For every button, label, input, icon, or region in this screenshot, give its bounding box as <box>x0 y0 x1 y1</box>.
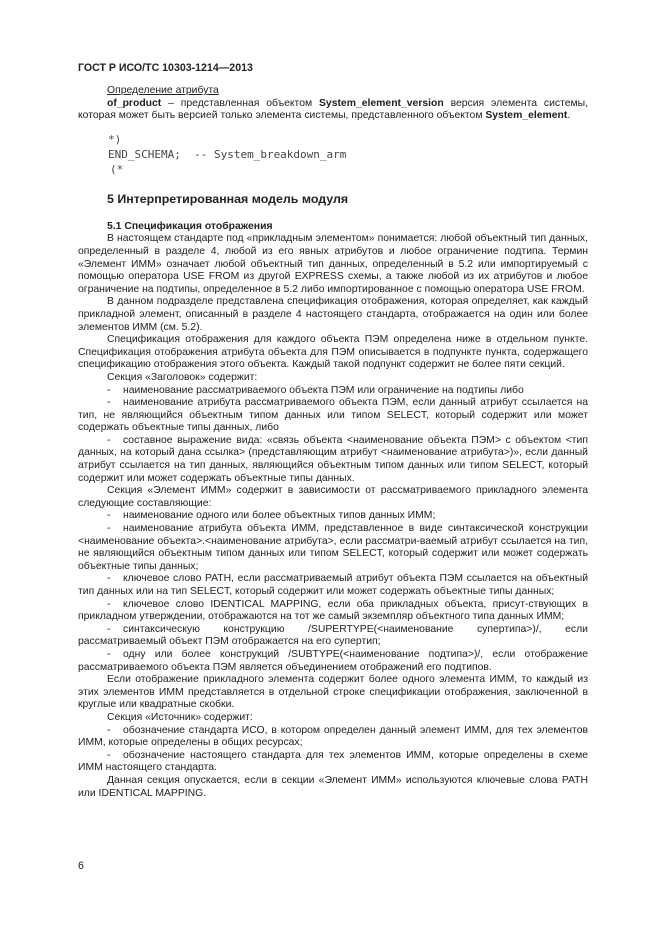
list-item-text: ключевое слово IDENTICAL MAPPING, если оба прикладных объекта, присут-ствующих в прикладном утверждении, отображаются на тот же самый экземпляр объектного типа данных ИММ; <box>78 598 588 623</box>
list-item <box>78 599 588 624</box>
list-item-text: наименование атрибута объекта ИММ, представленное в виде синтаксической конструкции <наименование объекта>.<наименование атрибута>, если рассматри-ваемый атрибут ссылается на тип, не являющийся объектным типом данных или типом SELECT, который содержит или может содержать объектные типы данных; <box>78 523 588 572</box>
list-item-text: одну или более конструкций /SUBTYPE(<наименование подтипа>)/, если отображение рассматриваемого объекта ПЭМ является объединением отображений его подтипов. <box>78 648 588 673</box>
list-dash: - <box>107 598 111 610</box>
attribute-text-2: версия элемента системы, которая может быть версией только элемента системы, представленного объектом <box>78 97 589 122</box>
attribute-ref-2: System_element <box>485 110 568 122</box>
list-dash: - <box>107 384 111 396</box>
code-line-2: END_SCHEMA; -- System_breakdown_arm <box>108 147 347 161</box>
list-item-text: ключевое слово PATH, если рассматриваемый атрибут объекта ПЭМ ссылается на объектный тип данных или на тип SELECT, который содержит или может содержать объектные типы данных; <box>78 573 588 597</box>
paragraph-8: Данная секция опускается, если в секции «Элемент ИММ» используются ключевые слова PATH или IDENTICAL MAPPING. <box>78 774 588 799</box>
list-item <box>78 573 588 598</box>
paragraph-1: В настоящем стандарте под «прикладным элементом» понимается: любой объектный тип данных, определенный в разделе 4, любой из его явных атрибутов и любое ограничение подтипа. Термин «Элемент ИММ» означает любой объектный тип данных, определенный в 5.2 или импортируемый с помощью оператора USE FROM из другой EXPRESS схемы, а также любой из их атрибутов и любое ограничение на подтипы, определенное в 5.2 либо импортированное с помощью оператора USE FROM. <box>78 233 588 295</box>
list-item <box>78 397 588 435</box>
section-title: 5 Интерпретированная модель модуля <box>107 191 349 206</box>
list-dash: - <box>107 434 111 446</box>
page-number: 6 <box>78 860 84 872</box>
paragraph-5: Секция «Элемент ИММ» содержит в зависимости от рассматриваемого прикладного элемента следующие составляющие: <box>78 485 588 509</box>
list-item <box>78 523 588 573</box>
list-item-text: обозначение настоящего стандарта для тех элементов ИММ, которые определены в схеме ИММ настоящего стандарта. <box>78 749 588 774</box>
code-line-1: *) <box>108 132 122 146</box>
list-item-text: обозначение стандарта ИСО, в котором определен данный элемент ИММ, для тех элементов ИММ, которые определены в общих ресурсах; <box>78 724 588 749</box>
code-line-3: (* <box>110 162 124 176</box>
list-item-text: наименование атрибута рассматриваемого объекта ПЭМ, если данный атрибут ссылается на тип, не являющийся объектным типом данных или типом SELECT, который содержит или может содержать объектные типы данных, либо <box>78 397 588 434</box>
attribute-text-1: – представленная объектом <box>161 97 319 109</box>
list-item <box>78 624 588 649</box>
list-dash: - <box>107 724 111 736</box>
list-item-text: синтаксическую конструкцию /SUPERTYPE(<наименование супертипа>)/, если рассматриваемый объект ПЭМ отображается на его супертип; <box>78 623 588 648</box>
attribute-ref-1: System_element_version <box>318 97 444 109</box>
attribute-definition <box>78 98 588 123</box>
paragraph-2: В данном подразделе представлена спецификация отображения, которая определяет, как каждый прикладной элемент, описанный в разделе 4 настоящего стандарта, отображается на один или более элементов ИММ (см. 5.2). <box>78 296 588 333</box>
paragraph-6: Если отображение прикладного элемента содержит более одного элемента ИММ, то каждый из этих элементов ИММ представляется в отдельной строке спецификации отображения, заключенной в круглые или квадратные скобки. <box>78 674 588 711</box>
list-dash: - <box>107 510 111 522</box>
list-dash: - <box>107 648 111 660</box>
list-item <box>78 750 588 775</box>
list-item <box>78 649 588 674</box>
list-item-text: наименование рассматриваемого объекта ПЭМ или ограничение на подтипы либо <box>123 384 524 396</box>
list-item <box>78 725 588 750</box>
paragraph-3: Спецификация отображения для каждого объекта ПЭМ определена ниже в отдельном пункте. Спецификация отображения атрибута объекта для ПЭМ описывается в подпункте пункта, содержащего спецификацию отображения этого объекта. Каждый такой подпункт содержит не более пяти секций. <box>78 334 588 371</box>
list-dash: - <box>107 397 111 409</box>
list-dash: - <box>107 623 111 635</box>
standard-code-header: ГОСТ Р ИСО/ТС 10303-1214—2013 <box>78 62 253 74</box>
list-dash: - <box>107 523 111 535</box>
list-item <box>78 510 588 523</box>
list-item <box>78 385 588 398</box>
list-item-text: наименование одного или более объектных типов данных ИММ; <box>123 510 436 522</box>
paragraph-4: Секция «Заголовок» содержит: <box>107 371 258 383</box>
subsection-title: 5.1 Спецификация отображения <box>107 220 273 232</box>
page-body <box>78 85 588 800</box>
attribute-term: of_product <box>107 97 162 109</box>
list-item <box>78 435 588 485</box>
list-dash: - <box>107 749 111 761</box>
attribute-definition-heading-text: Определение атрибута <box>107 85 219 96</box>
attribute-text-3: . <box>567 110 571 122</box>
express-code-block <box>78 132 588 177</box>
list-item-text: составное выражение вида: «связь объекта <наименование объекта ПЭМ> с объектом <тип данных, на который дана ссылка> (представляющим атрибут <наименование атрибута>)», если данный атрибут ссылается на тип данных, являющийся объектным типом данных или типом SELECT, который содержит или может содержать объектные типы данных. <box>78 434 588 484</box>
list-dash: - <box>107 573 111 585</box>
attribute-definition-heading <box>78 85 588 98</box>
paragraph-7: Секция «Источник» содержит: <box>107 711 253 723</box>
